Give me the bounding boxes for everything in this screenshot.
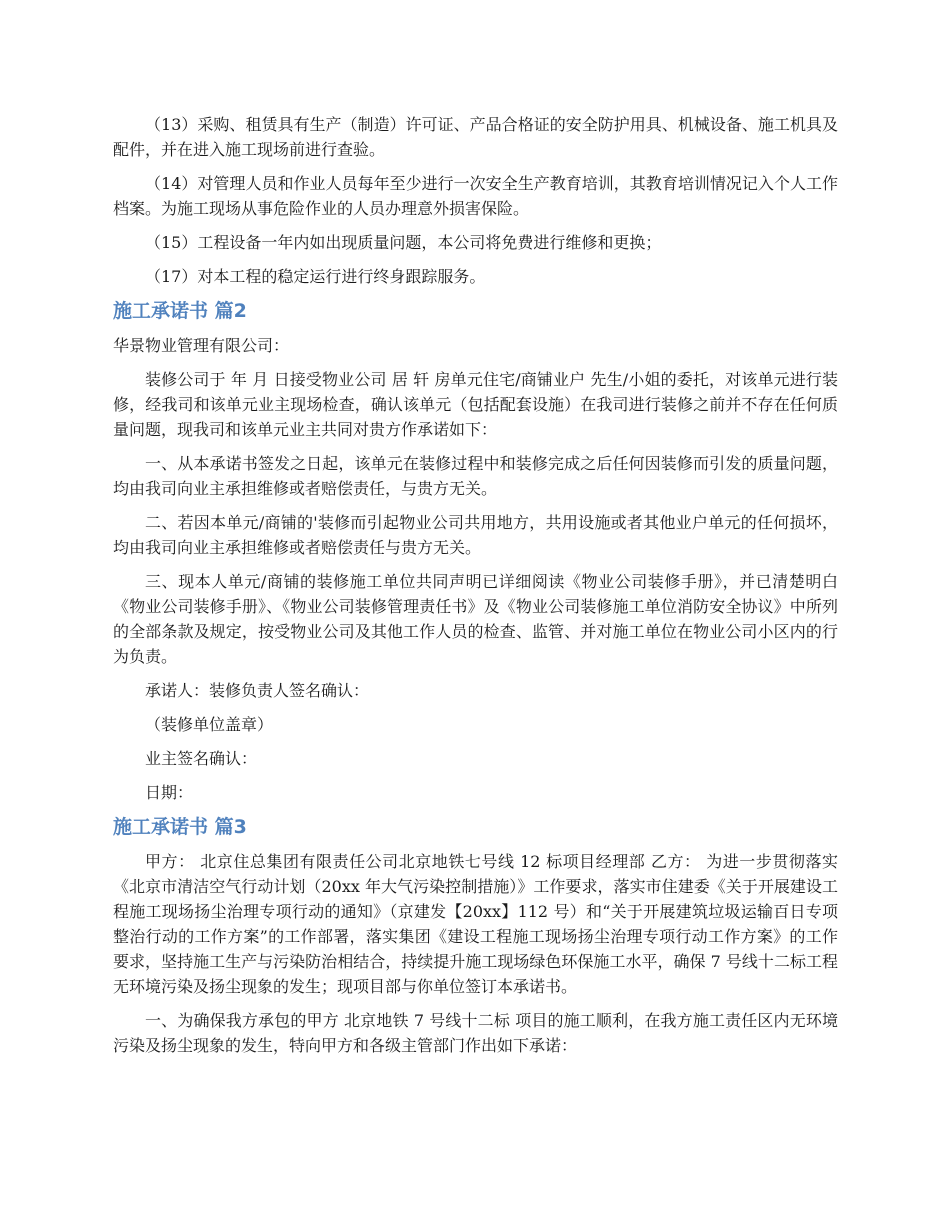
paragraph-commitment-1: 一、为确保我方承包的甲方 北京地铁 7 号线十二标 项目的施工顺利，在我方施工责任区内无环境污染及扬尘现象的发生，特向甲方和各级主管部门作出如下承诺： <box>113 1011 838 1055</box>
signature-line-seal: （装修单位盖章） <box>145 715 274 734</box>
signature-line-date: 日期： <box>145 783 194 802</box>
paragraph-item-17: （17）对本工程的稳定运行进行终身跟踪服务。 <box>145 267 486 286</box>
paragraph-item-14: （14）对管理人员和作业人员每年至少进行一次安全生产教育培训，其教育培训情况记入个人工作档案。为施工现场从事危险作业的人员办理意外损害保险。 <box>113 174 838 218</box>
paragraph-item-13: （13）采购、租赁具有生产（制造）许可证、产品合格证的安全防护用具、机械设备、施工机具及配件，并在进入施工现场前进行查验。 <box>113 115 838 159</box>
paragraph-clause-2: 二、若因本单元/商铺的'装修而引起物业公司共用地方，共用设施或者其他业户单元的任何损坏，均由我司向业主承担维修或者赔偿责任与贵方无关。 <box>113 513 838 557</box>
signature-line-promisor: 承诺人：装修负责人签名确认： <box>145 681 370 700</box>
paragraph-parties: 甲方： 北京住总集团有限责任公司北京地铁七号线 12 标项目经理部 乙方： 为进一步贯彻落实《北京市清洁空气行动计划（20xx 年大气污染控制措施）》工作要求，落实市住建委《关于开展建设工程施工现场扬尘治理专项行动的通知》（京建发【20xx】112 号）和“关于开展建筑垃圾运输百日专项整治行动的工作方案”的工作部署，落实集团《建设工程施工现场扬尘治理专项行动工作方案》的工作要求，坚持施工生产与污染防治相结合，持续提升施工现场绿色环保施工水平，确保 7 号线十二标工程无环境污染及扬尘现象的发生；现项目部与你单位签订本承诺书。 <box>113 852 838 996</box>
section-heading-2: 施工承诺书 篇2 <box>113 300 247 322</box>
paragraph-item-15: （15）工程设备一年内如出现质量问题，本公司将免费进行维修和更换； <box>145 233 662 252</box>
signature-line-owner: 业主签名确认： <box>145 749 258 768</box>
document-page <box>113 112 838 1067</box>
paragraph-intro: 装修公司于 年 月 日接受物业公司 居 轩 房单元住宅/商铺业户 先生/小姐的委托，对该单元进行装修，经我司和该单元业主现场检查，确认该单元（包括配套设施）在我司进行装修之前并不存在任何质量问题，现我司和该单元业主共同对贵方作承诺如下： <box>113 370 838 439</box>
paragraph-clause-3: 三、现本人单元/商铺的装修施工单位共同声明已详细阅读《物业公司装修手册》，并已清楚明白《物业公司装修手册》、《物业公司装修管理责任书》及《物业公司装修施工单位消防安全协议》中所列的全部条款及规定，按受物业公司及其他工作人员的检查、监管、并对施工单位在物业公司小区内的行为负责。 <box>113 572 838 666</box>
salutation: 华景物业管理有限公司： <box>113 336 290 355</box>
paragraph-clause-1: 一、从本承诺书签发之日起，该单元在装修过程中和装修完成之后任何因装修而引发的质量问题，均由我司向业主承担维修或者赔偿责任，与贵方无关。 <box>113 454 838 498</box>
section-heading-3: 施工承诺书 篇3 <box>113 816 247 838</box>
